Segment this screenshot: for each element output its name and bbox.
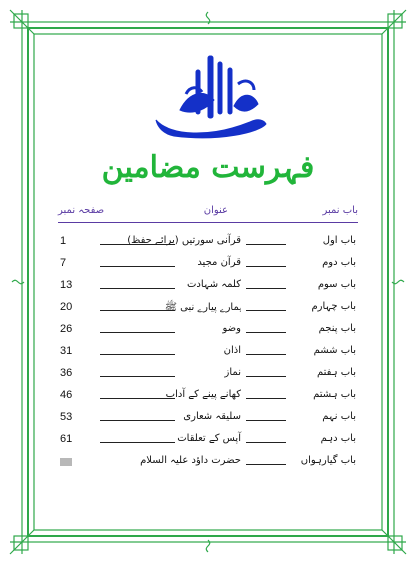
leader-line (100, 398, 175, 399)
chapter-label: باب پنجم (318, 323, 356, 334)
chapter-label: باب اول (322, 235, 356, 246)
leader-line (246, 464, 286, 465)
list-item (60, 428, 356, 450)
list-item (60, 340, 356, 362)
chapter-label: باب نہم (322, 411, 356, 422)
chapter-label: باب گیارہواں (300, 455, 356, 466)
contents-list (60, 230, 356, 472)
page-number: 53 (60, 411, 73, 423)
leader-line (100, 354, 175, 355)
leader-line (246, 310, 286, 311)
page-number: 7 (60, 257, 67, 269)
page-number: 26 (60, 323, 73, 335)
list-item (60, 384, 356, 406)
list-item (60, 252, 356, 274)
leader-line (246, 244, 286, 245)
leader-line (246, 420, 286, 421)
leader-line (100, 310, 175, 311)
page-number: 61 (60, 433, 73, 445)
leader-line (100, 376, 175, 377)
page-number: 36 (60, 367, 73, 379)
bismillah-calligraphy-emblem (150, 50, 270, 140)
topic-label: وضو (222, 323, 241, 334)
page-number-placeholder (60, 458, 72, 466)
header-divider (58, 222, 358, 223)
topic-label: قرآن مجید (197, 257, 241, 268)
leader-line (100, 420, 175, 421)
table-header (58, 205, 358, 221)
chapter-label: باب دہم (320, 433, 356, 444)
leader-line (100, 288, 175, 289)
leader-line (246, 266, 286, 267)
leader-line (100, 244, 175, 245)
chapter-label: باب سوم (317, 279, 356, 290)
leader-line (246, 376, 286, 377)
leader-line (246, 288, 286, 289)
topic-label: سلیقہ شعاری (183, 411, 241, 422)
topic-label: نماز (224, 367, 241, 378)
list-item (60, 230, 356, 252)
list-item (60, 318, 356, 340)
header-chapter-number: باب نمبر (322, 205, 358, 216)
chapter-label: باب ہشتم (313, 389, 356, 400)
page-title: فہرست مضامین (101, 150, 315, 185)
page-number: 31 (60, 345, 73, 357)
leader-line (246, 332, 286, 333)
topic-label: کھانے پینے کے آداب (165, 389, 241, 400)
chapter-label: باب ہفتم (316, 367, 356, 378)
list-item (60, 362, 356, 384)
leader-line (100, 332, 175, 333)
leader-line (246, 442, 286, 443)
list-item (60, 406, 356, 428)
leader-line (100, 442, 175, 443)
page-number: 20 (60, 301, 73, 313)
page-number: 46 (60, 389, 73, 401)
leader-line (246, 354, 286, 355)
chapter-label: باب دوم (322, 257, 356, 268)
topic-label: حضرت داؤد علیہ السلام (140, 455, 241, 466)
leader-line (246, 398, 286, 399)
topic-label: قرآنی سورتیں (برائے حفظ) (127, 235, 241, 246)
topic-label: کلمہ شہادت (186, 279, 241, 290)
topic-label: ہمارے پیارے نبی ﷺ (164, 302, 241, 313)
topic-label: اذان (223, 345, 241, 356)
list-item (60, 274, 356, 296)
chapter-label: باب ششم (313, 345, 356, 356)
page-number: 1 (60, 235, 67, 247)
header-topic: عنوان (203, 205, 228, 216)
chapter-label: باب چہارم (311, 301, 356, 312)
list-item (60, 296, 356, 318)
topic-label: آپس کے تعلقات (177, 433, 241, 444)
list-item (60, 450, 356, 472)
header-page-number: صفحہ نمبر (58, 205, 105, 216)
leader-line (100, 266, 175, 267)
page-number: 13 (60, 279, 73, 291)
